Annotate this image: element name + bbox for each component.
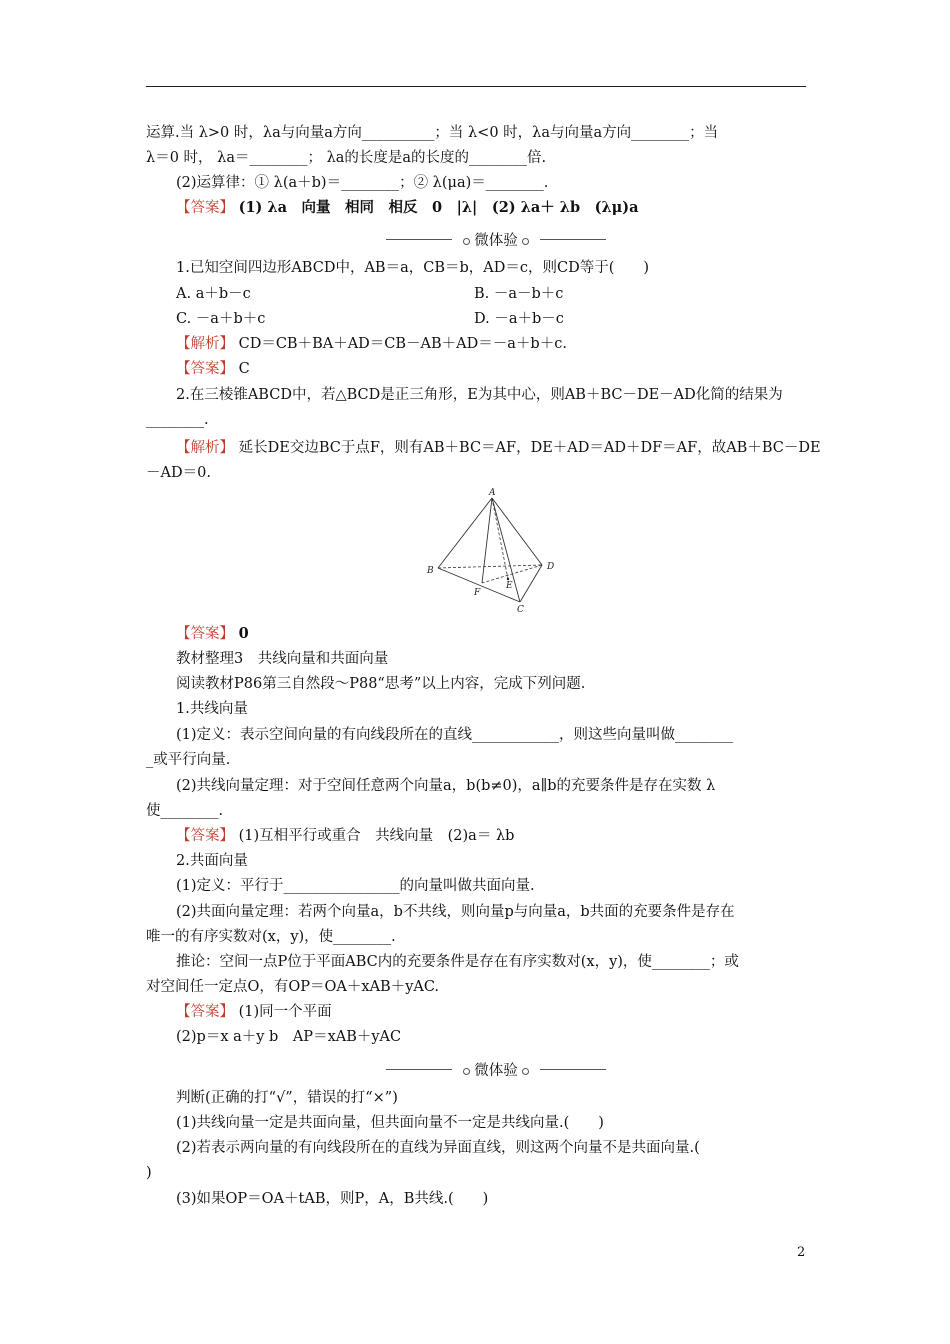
answer-tag: 【答案】 [176,1004,234,1020]
header-rule [146,86,806,87]
text-line: 运算.当 λ>0 时，λa与向量a方向__________；当 λ<0 时，λa与向量a方向________；当 [146,125,719,141]
analysis-line [176,438,821,458]
subsection-title: 2.共面向量 [176,853,248,869]
vertex-label-b: B [427,566,434,576]
answer-line [176,826,514,846]
analysis-text: CD＝CB＋BA＋AD＝CB－AB＋AD＝－a＋b＋c. [238,336,567,352]
vertex-label-d: D [547,562,555,572]
section-title: 教材整理3 共线向量和共面向量 [176,651,389,667]
answer-line [176,198,639,218]
text-line: 对空间任一定点O，有OP＝OA＋xAB＋yAC. [146,979,440,995]
text-line: (2)p＝x a＋y b AP＝xAB＋yAC [176,1029,402,1045]
divider-label: 微体验 [474,1063,518,1079]
analysis-text: 延长DE交边BC于点F，则有AB＋BC＝AF，DE＋AD＝AD＋DF＝AF，故AB＋BC－DE [238,440,821,456]
section-divider [386,229,606,249]
vertex-label-e: E [506,581,513,591]
question: (2)若表示两向量的有向线段所在的直线为异面直线，则这两个向量不是共面向量.( [176,1140,700,1156]
question: 2.在三棱锥ABCD中，若△BCD是正三角形，E为其中心，则AB＋BC－DE－AD化简的结果为 [176,387,783,403]
text-line: (1)定义：表示空间向量的有向线段所在的直线____________，则这些向量叫做________ [176,727,734,743]
vertex-label-f: F [474,588,481,598]
text-line: (2)运算律：① λ(a＋b)＝________；② λ(μa)＝________. [176,175,549,191]
question: (3)如果OP＝OA＋tAB，则P，A，B共线.( ) [176,1191,489,1207]
divider-label: 微体验 [474,233,518,249]
answer-tag: 【答案】 [176,361,234,377]
answer-line [176,359,250,379]
answer-text: (1)互相平行或重合 共线向量 (2)a＝ λb [238,828,515,844]
question: (1)共线向量一定是共面向量，但共面向量不一定是共线向量.( ) [176,1115,604,1131]
question: 1.已知空间四边形ABCD中，AB＝a，CB＝b，AD＝c，则CD等于( ) [176,260,650,276]
text-line: _或平行向量. [146,752,231,768]
text-line: ) [146,1165,152,1181]
answer-text: 0 [238,625,249,642]
analysis-line [176,334,567,354]
text-line: (2)共线向量定理：对于空间任意两个向量a，b(b≠0)，a∥b的充要条件是存在实数 λ [176,778,716,794]
page-number: 2 [797,1245,806,1260]
answer-tag: 【答案】 [176,626,234,642]
text-line: 判断(正确的打“√”，错误的打“×”) [176,1090,398,1106]
analysis-tag: 【解析】 [176,336,234,352]
option-b: B. －a－b＋c [474,286,564,302]
section-divider [386,1059,606,1079]
answer-tag: 【答案】 [176,828,234,844]
text-line: λ＝0 时， λa＝________； λa的长度是a的长度的________倍. [146,150,547,166]
vertex-label-a: A [489,488,496,498]
vertex-label-c: C [517,605,524,615]
text-line: 推论：空间一点P位于平面ABC内的充要条件是存在有序实数对(x，y)，使________；或 [176,954,739,970]
answer-line [176,624,249,644]
option-a: A. a＋b－c [176,286,251,302]
answer-tag: 【答案】 [176,200,234,216]
answer-text: C [238,361,250,377]
text-line: 使________. [146,803,224,819]
subsection-title: 1.共线向量 [176,701,248,717]
option-c: C. －a＋b＋c [176,311,266,327]
answer-text: (1) λa 向量 相同 相反 0 |λ| (2) λa＋ λb (λμ)a [238,199,639,216]
option-d: D. －a＋b－c [474,311,564,327]
analysis-tag: 【解析】 [176,440,234,456]
answer-line [176,1002,332,1022]
tetrahedron-figure [420,484,570,616]
text-line: 阅读教材P86第三自然段～P88“思考”以上内容，完成下列问题. [176,676,586,692]
text-line: (1)定义：平行于________________的向量叫做共面向量. [176,878,535,894]
text-line: ________. [146,412,209,428]
text-line: (2)共面向量定理：若两个向量a，b不共线，则向量p与向量a，b共面的充要条件是存在 [176,904,735,920]
answer-text: (1)同一个平面 [238,1004,332,1020]
text-line: 唯一的有序实数对(x，y)，使________. [146,929,396,945]
text-line: －AD＝0. [146,465,211,481]
